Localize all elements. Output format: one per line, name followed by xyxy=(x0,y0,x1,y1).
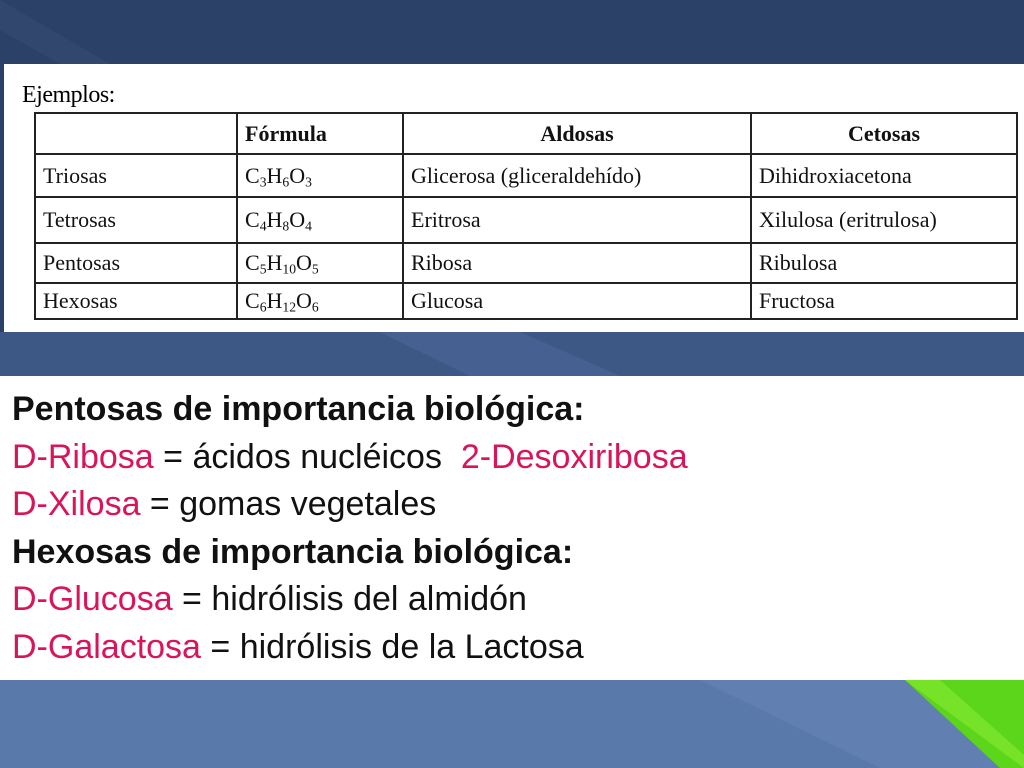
table-row xyxy=(35,197,1017,243)
table-row xyxy=(35,154,1017,197)
table-row xyxy=(35,283,1017,319)
header-cetosas: Cetosas xyxy=(751,113,1017,154)
row-aldosa: Glicerosa (gliceraldehído) xyxy=(403,154,751,197)
header-aldosas: Aldosas xyxy=(403,113,751,154)
header-formula: Fórmula xyxy=(237,113,403,154)
row-formula: $C_6H_{12}O_6$ xyxy=(237,283,403,319)
row-aldosa: Glucosa xyxy=(403,283,751,319)
ribosa-use: = ácidos nucléicos xyxy=(153,437,461,476)
galactosa-use: = hidrólisis de la Lactosa xyxy=(200,627,584,666)
examples-heading: Ejemplos: xyxy=(22,82,115,108)
row-cetosa: Xilulosa (eritrulosa) xyxy=(751,197,1017,243)
row-name: Tetrosas xyxy=(35,197,237,243)
monosaccharide-table xyxy=(34,112,1018,320)
desoxiribosa-name: 2-Desoxiribosa xyxy=(460,437,688,476)
row-aldosa: Eritrosa xyxy=(403,197,751,243)
row-name: Pentosas xyxy=(35,243,237,283)
ribosa-line xyxy=(12,434,688,482)
row-formula: $C_3H_6O_3$ xyxy=(237,154,403,197)
pentosas-heading: Pentosas de importancia biológica: xyxy=(12,390,585,428)
row-formula: $C_5H_{10}O_5$ xyxy=(237,243,403,283)
glucosa-use: = hidrólisis del almidón xyxy=(172,580,527,618)
ribosa-name: D-Ribosa xyxy=(12,437,154,476)
header-empty xyxy=(35,113,237,154)
galactosa-line xyxy=(12,624,688,672)
xilosa-line xyxy=(12,481,688,529)
galactosa-name: D-Galactosa xyxy=(12,627,201,666)
row-aldosa: Ribosa xyxy=(403,243,751,283)
xilosa-name: D-Xilosa xyxy=(12,485,141,523)
row-cetosa: Dihidroxiacetona xyxy=(751,154,1017,197)
row-cetosa: Fructosa xyxy=(751,283,1017,319)
table-row xyxy=(35,243,1017,283)
notes-text xyxy=(12,386,688,671)
hexosas-heading: Hexosas de importancia biológica: xyxy=(12,532,574,571)
row-name: Hexosas xyxy=(35,283,237,319)
row-cetosa: Ribulosa xyxy=(751,243,1017,283)
row-formula: $C_4H_8O_4$ xyxy=(237,197,403,243)
xilosa-use: = gomas vegetales xyxy=(140,485,437,523)
glucosa-name: D-Glucosa xyxy=(12,580,173,618)
glucosa-line xyxy=(12,576,688,624)
table-header-row xyxy=(35,113,1017,154)
row-name: Triosas xyxy=(35,154,237,197)
